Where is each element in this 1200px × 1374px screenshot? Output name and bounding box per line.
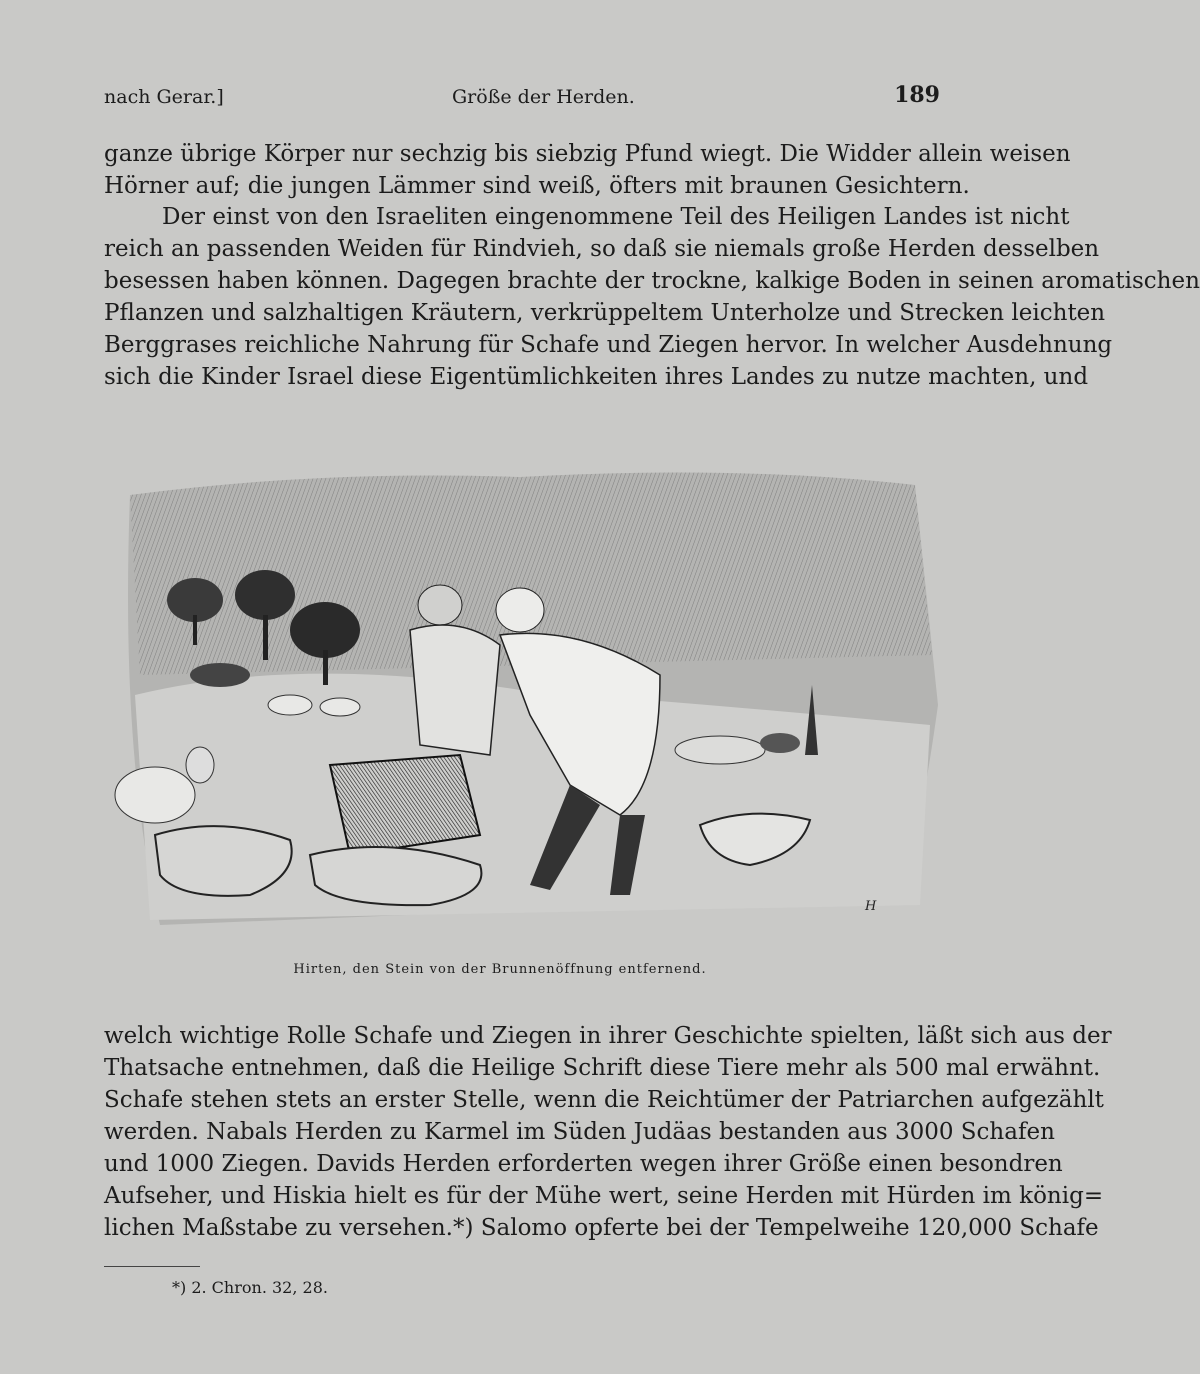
text-line: welch wichtige Rolle Schafe und Ziegen in ihrer Geschichte spielten, läßt sich aus der xyxy=(104,1023,1112,1049)
paragraph-1 xyxy=(104,138,1071,202)
text-line: reich an passenden Weiden für Rindvieh, so daß sie niemals große Herden desselben xyxy=(104,236,1100,262)
footnote: *) 2. Chron. 32, 28. xyxy=(172,1278,328,1297)
paragraph-3 xyxy=(104,1020,1112,1244)
running-header xyxy=(104,82,940,112)
text-line: lichen Maßstabe zu versehen.*) Salomo opferte bei der Tempelweihe 120,000 Schafe xyxy=(104,1215,1099,1241)
header-title: Größe der Herden. xyxy=(452,86,635,108)
figure-caption: Hirten, den Stein von der Brunnenöffnung entfernend. xyxy=(293,962,707,977)
text-line: ganze übrige Körper nur sechzig bis siebzig Pfund wiegt. Die Widder allein weisen xyxy=(104,141,1071,167)
text-line: Hörner auf; die jungen Lämmer sind weiß, öfters mit braunen Gesichtern. xyxy=(104,173,970,199)
footnote-divider xyxy=(104,1266,200,1267)
text-line: Pflanzen und salzhaltigen Kräutern, verkrüppeltem Unterholze und Strecken leichten xyxy=(104,300,1106,326)
text-line: Schafe stehen stets an erster Stelle, wenn die Reichtümer der Patriarchen aufgezählt xyxy=(104,1087,1104,1113)
header-left: nach Gerar.] xyxy=(104,86,224,108)
page-number: 189 xyxy=(894,82,940,108)
text-line: sich die Kinder Israel diese Eigentümlichkeiten ihres Landes zu nutze machten, und xyxy=(104,364,1089,390)
text-line: Berggrases reichliche Nahrung für Schafe und Ziegen hervor. In welcher Ausdehnung xyxy=(104,332,1113,358)
text-line: Der einst von den Israeliten eingenommene Teil des Heiligen Landes ist nicht xyxy=(162,204,1070,230)
artist-signature: H xyxy=(865,899,877,914)
engraving-illustration xyxy=(100,455,942,955)
text-line: besessen haben können. Dagegen brachte der trockne, kalkige Boden in seinen aromatischen xyxy=(104,268,1200,294)
text-line: Aufseher, und Hiskia hielt es für der Mühe wert, seine Herden mit Hürden im könig= xyxy=(104,1183,1104,1209)
paragraph-2 xyxy=(104,201,1200,393)
text-line: Thatsache entnehmen, daß die Heilige Schrift diese Tiere mehr als 500 mal erwähnt. xyxy=(104,1055,1101,1081)
text-line: werden. Nabals Herden zu Karmel im Süden Judäas bestanden aus 3000 Schafen xyxy=(104,1119,1055,1145)
text-line: und 1000 Ziegen. Davids Herden erforderten wegen ihrer Größe einen besondren xyxy=(104,1151,1063,1177)
